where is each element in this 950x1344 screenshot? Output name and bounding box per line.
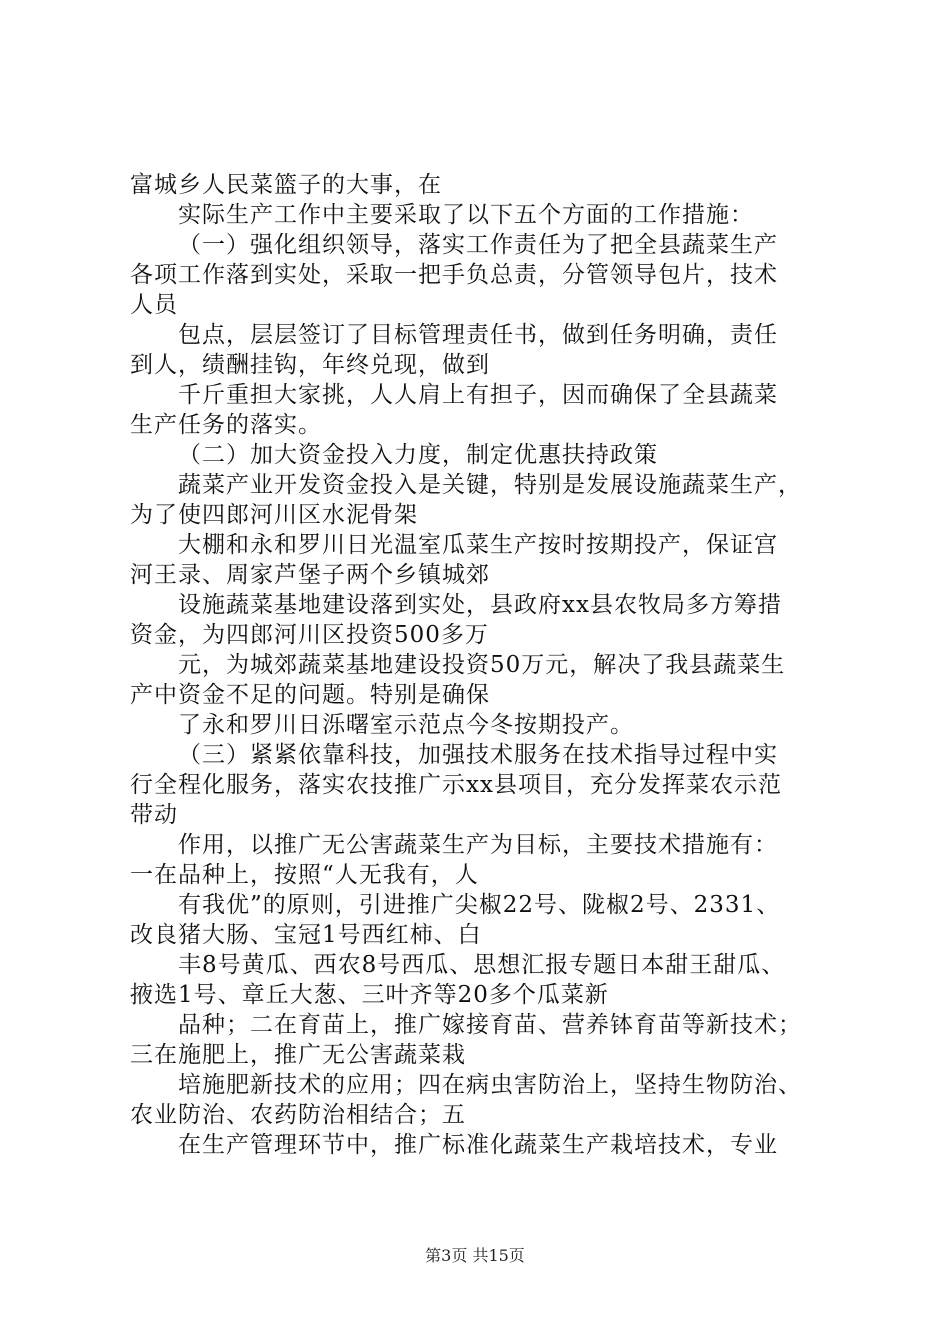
text-line: 生产任务的落实。: [130, 412, 322, 438]
text-line: 培施肥新技术的应用；四在病虫害防治上，坚持生物防治、: [178, 1072, 802, 1098]
text-line: 设施蔬菜基地建设落到实处，县政府xx县农牧局多方筹措: [178, 592, 782, 618]
text-line: （二）加大资金投入力度，制定优惠扶持政策: [178, 442, 658, 468]
text-line: 作用，以推广无公害蔬菜生产为目标，主要技术措施有：: [178, 832, 778, 858]
text-line: 人员: [130, 292, 178, 318]
text-line: 实际生产工作中主要采取了以下五个方面的工作措施：: [178, 202, 754, 228]
text-line: 蔬菜产业开发资金投入是关键，特别是发展设施蔬菜生产，: [178, 472, 802, 498]
text-line: 河王录、周家芦堡子两个乡镇城郊: [130, 562, 490, 588]
text-line: 掖选1号、章丘大葱、三叶齐等20多个瓜菜新: [130, 982, 609, 1008]
text-line: 产中资金不足的问题。特别是确保: [130, 682, 490, 708]
text-line: 为了使四郎河川区水泥骨架: [130, 502, 418, 528]
text-line: （一）强化组织领导，落实工作责任为了把全县蔬菜生产: [178, 232, 778, 258]
text-line: 行全程化服务，落实农技推广示xx县项目，充分发挥菜农示范: [130, 772, 782, 798]
text-line: 资金，为四郎河川区投资500多万: [130, 622, 489, 648]
text-line: 到人，绩酬挂钩，年终兑现，做到: [130, 352, 490, 378]
text-line: 三在施肥上，推广无公害蔬菜栽: [130, 1042, 466, 1068]
text-line: 包点，层层签订了目标管理责任书，做到任务明确，责任: [178, 322, 778, 348]
text-line: 一在品种上，按照“人无我有，人: [130, 862, 479, 888]
text-line: 富城乡人民菜篮子的大事，在: [130, 172, 442, 198]
text-line: 了永和罗川日泺曙室示范点今冬按期投产。: [178, 712, 634, 738]
document-body: [130, 170, 835, 1160]
text-line: 各项工作落到实处，采取一把手负总责，分管领导包片，技术: [130, 262, 778, 288]
page-number: 第3页 共15页: [425, 1246, 525, 1265]
page-footer: [0, 1243, 950, 1266]
text-line: 带动: [130, 802, 178, 828]
text-line: （三）紧紧依靠科技，加强技术服务在技术指导过程中实: [178, 742, 778, 768]
text-line: 大棚和永和罗川日光温室瓜菜生产按时按期投产，保证宫: [178, 532, 778, 558]
text-line: 有我优”的原则，引进推广尖椒22号、陇椒2号、2331、: [178, 892, 781, 918]
text-line: 元，为城郊蔬菜基地建设投资50万元，解决了我县蔬菜生: [178, 652, 786, 678]
text-line: 农业防治、农药防治相结合；五: [130, 1102, 466, 1128]
text-line: 改良猪大肠、宝冠1号西红柿、白: [130, 922, 482, 948]
text-line: 丰8号黄瓜、西农8号西瓜、思想汇报专题日本甜王甜瓜、: [178, 952, 786, 978]
text-line: 在生产管理环节中，推广标准化蔬菜生产栽培技术，专业: [178, 1132, 778, 1158]
text-line: 千斤重担大家挑，人人肩上有担子，因而确保了全县蔬菜: [178, 382, 778, 408]
text-line: 品种；二在育苗上，推广嫁接育苗、营养钵育苗等新技术；: [178, 1012, 802, 1038]
